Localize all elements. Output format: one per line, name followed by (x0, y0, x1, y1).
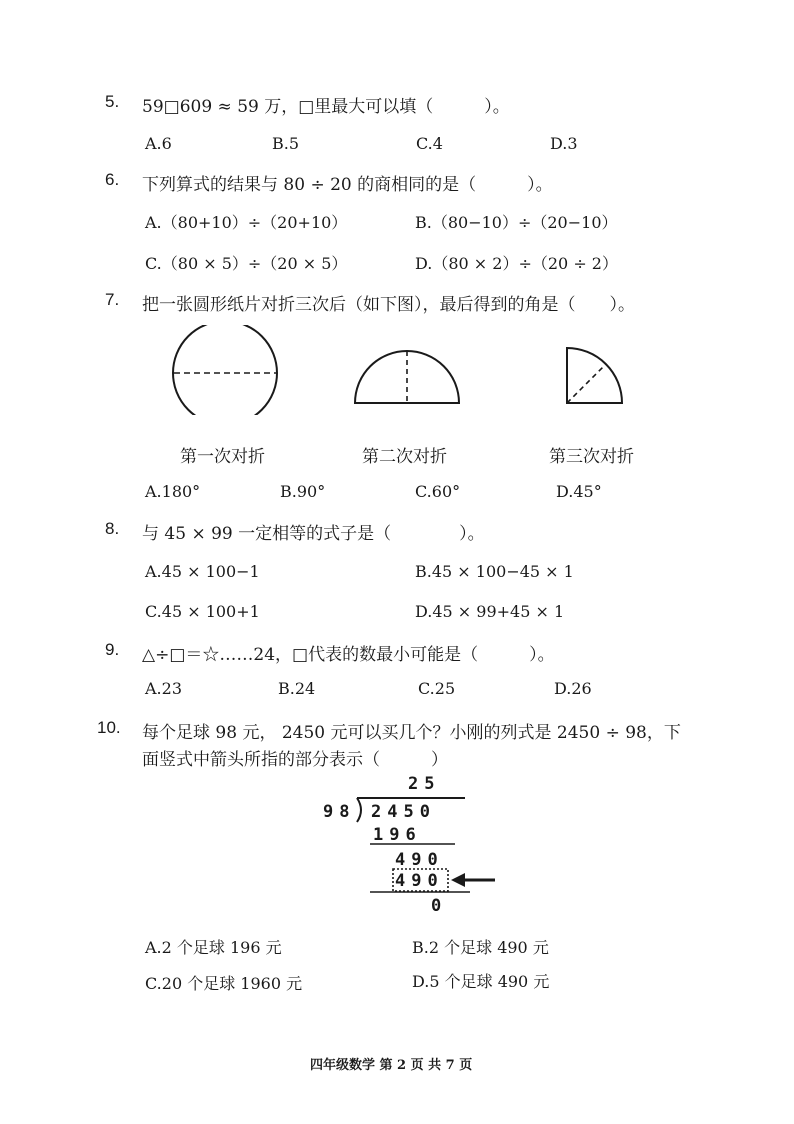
q10-number: 10. (97, 718, 121, 737)
fold-2-figure (355, 351, 459, 403)
q10-option-c[interactable]: C.20 个足球 1960 元 (145, 974, 303, 993)
q7-number: 7. (105, 290, 120, 309)
folding-diagram (160, 325, 640, 415)
q7-option-d[interactable]: D.45° (556, 482, 602, 501)
arrow-head (451, 873, 465, 887)
fold-3-caption: 第三次对折 (549, 447, 634, 467)
q9-option-a[interactable]: A.23 (145, 679, 182, 698)
long-division (315, 772, 505, 917)
fold-3-figure (567, 348, 622, 403)
fold-1-caption: 第一次对折 (180, 447, 265, 467)
q10-option-a[interactable]: A.2 个足球 196 元 (145, 938, 282, 957)
fold-1-figure (173, 325, 277, 415)
q5-option-a[interactable]: A.6 (145, 134, 172, 153)
partial-product-1: 196 (373, 825, 422, 845)
q9-option-d[interactable]: D.26 (554, 679, 592, 698)
q9-option-b[interactable]: B.24 (278, 679, 316, 698)
q9-stem: △÷□＝☆……24，□代表的数最小可能是（ ）。 (142, 645, 555, 665)
q7-option-a[interactable]: A.180° (145, 482, 201, 501)
q10-stem-line1: 每个足球 98 元， 2450 元可以买几个？小刚的列式是 2450 ÷ 98，下 (142, 723, 681, 743)
q8-option-b[interactable]: B.45 × 100−45 × 1 (415, 562, 574, 581)
fold-2-caption: 第二次对折 (362, 447, 447, 467)
q10-stem-line2: 面竖式中箭头所指的部分表示（ ） (142, 750, 448, 770)
q6-number: 6. (105, 170, 120, 189)
q6-option-b[interactable]: B.（80−10）÷（20−10） (415, 213, 618, 232)
q10-option-d[interactable]: D.5 个足球 490 元 (412, 972, 550, 991)
q8-option-d[interactable]: D.45 × 99+45 × 1 (415, 602, 565, 621)
partial-remainder: 490 (395, 850, 444, 870)
q10-option-b[interactable]: B.2 个足球 490 元 (412, 938, 549, 957)
q8-stem: 与 45 × 99 一定相等的式子是（ ）。 (142, 524, 485, 544)
divisor: 98 (323, 802, 356, 822)
q7-option-c[interactable]: C.60° (415, 482, 461, 501)
q9-option-c[interactable]: C.25 (418, 679, 456, 698)
q9-number: 9. (105, 640, 120, 659)
q6-stem: 下列算式的结果与 80 ÷ 20 的商相同的是（ ）。 (142, 175, 553, 195)
quotient: 25 (408, 774, 441, 794)
q8-option-c[interactable]: C.45 × 100+1 (145, 602, 260, 621)
q5-option-c[interactable]: C.4 (416, 134, 443, 153)
q8-number: 8. (105, 519, 120, 538)
q5-option-d[interactable]: D.3 (550, 134, 578, 153)
dividend: 2450 (371, 802, 436, 822)
q6-option-a[interactable]: A.（80+10）÷（20+10） (145, 213, 348, 232)
q5-number: 5. (105, 92, 120, 111)
q6-option-c[interactable]: C.（80 × 5）÷（20 × 5） (145, 254, 348, 273)
q5-option-b[interactable]: B.5 (272, 134, 300, 153)
partial-product-2: 490 (395, 871, 444, 891)
q7-option-b[interactable]: B.90° (280, 482, 326, 501)
q6-option-d[interactable]: D.（80 × 2）÷（20 ÷ 2） (415, 254, 618, 273)
final-remainder: 0 (431, 896, 442, 916)
q5-stem: 59□609 ≈ 59 万，□里最大可以填（ ）。 (142, 97, 510, 117)
page-footer: 四年级数学 第 2 页 共 7 页 (310, 1058, 473, 1073)
q8-option-a[interactable]: A.45 × 100−1 (145, 562, 260, 581)
q7-stem: 把一张圆形纸片对折三次后（如下图），最后得到的角是（ ）。 (142, 295, 635, 315)
